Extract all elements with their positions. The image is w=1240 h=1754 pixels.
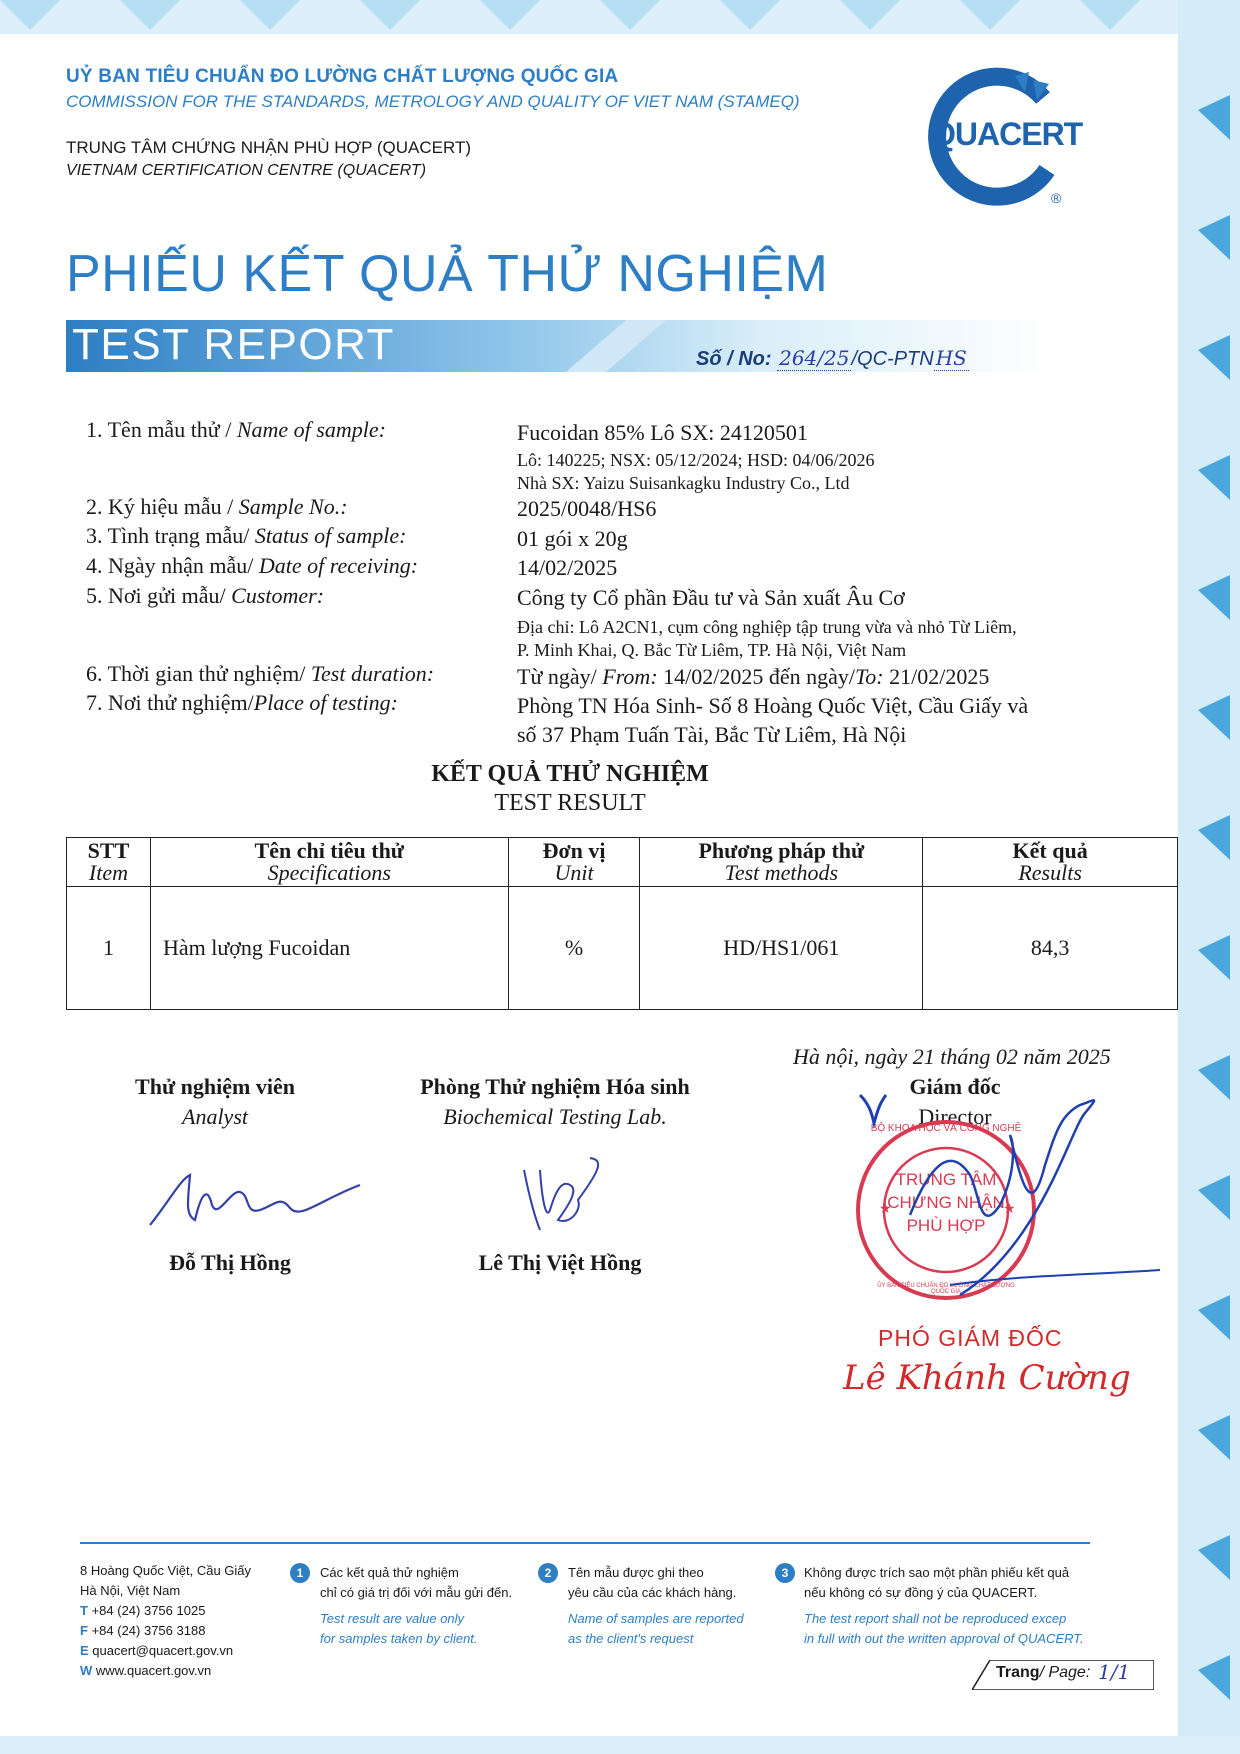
footer-email: E quacert@quacert.gov.vn [80, 1643, 234, 1658]
svg-text:★: ★ [879, 1201, 892, 1217]
footer-address-1: 8 Hoàng Quốc Việt, Cầu Giấy [80, 1563, 252, 1578]
label-place-testing: 7. Nơi thử nghiệm/Place of testing: [86, 690, 398, 715]
deputy-director-name: Lê Khánh Cường [843, 1358, 1131, 1398]
stamp-ring-top: BỘ KHOA HỌC VÀ CÔNG NGHỆ [870, 1123, 1022, 1134]
cell-result: 84,3 [923, 887, 1178, 1010]
value-customer-address-2: P. Minh Khai, Q. Bắc Từ Liêm, TP. Hà Nội, Việt Nam [517, 640, 907, 660]
result-title-vn: KẾT QUẢ THỬ NGHIỆM [431, 761, 709, 787]
header-result: Kết quả Results [923, 838, 1178, 887]
director-title: Giám đốc [909, 1074, 1001, 1099]
lab-signature [510, 1150, 620, 1250]
deputy-director-title: PHÓ GIÁM ĐỐC [878, 1325, 1063, 1351]
report-number [696, 346, 969, 371]
cell-item: 1 [67, 887, 151, 1010]
centre-name-vn: TRUNG TÂM CHỨNG NHẬN PHÙ HỢP (QUACERT) [66, 138, 472, 157]
footer-fax: F +84 (24) 3756 3188 [80, 1623, 206, 1638]
value-place-2: số 37 Phạm Tuấn Tài, Bắc Từ Liêm, Hà Nội [517, 722, 907, 747]
note-3: Không được trích sao một phần phiếu kết quả nếu không có sự đồng ý của QUACERT. The test report shall not be reproduced excep in full with out the written approval of QUACERT. [804, 1565, 1084, 1646]
label-sample-no: 2. Ký hiệu mẫu / Sample No.: [86, 494, 348, 519]
label-sample-name: 1. Tên mẫu thử / Name of sample: [86, 417, 386, 442]
org-name-en: COMMISSION FOR THE STANDARDS, METROLOGY AND QUALITY OF VIET NAM (STAMEQ) [66, 92, 800, 111]
report-title-vn: PHIẾU KẾT QUẢ THỬ NGHIỆM [66, 245, 829, 303]
page-number: 1/1 [1098, 1660, 1131, 1684]
footer-address-2: Hà Nội, Việt Nam [80, 1583, 181, 1598]
note-1: Các kết quả thử nghiệm chỉ có giá trị đối với mẫu gửi đến. Test result are value only for samples taken by client. [320, 1565, 513, 1646]
lab-title: Phòng Thử nghiệm Hóa sinh [420, 1074, 690, 1099]
value-date-receiving: 14/02/2025 [517, 555, 618, 580]
cell-spec: Hàm lượng Fucoidan [150, 887, 508, 1010]
label-date-receiving: 4. Ngày nhận mẫu/ Date of receiving: [86, 553, 419, 578]
analyst-name: Đỗ Thị Hồng [169, 1250, 291, 1275]
top-border-pattern [0, 0, 1240, 34]
report-number-suffix: /QC-PTN [851, 348, 934, 370]
stamp-center-2: CHỨNG NHẬN [887, 1193, 1005, 1212]
label-test-duration: 6. Thời gian thử nghiệm/ Test duration: [86, 661, 435, 686]
label-status: 3. Tình trạng mẫu/ Status of sample: [86, 523, 407, 548]
lab-name: Lê Thị Việt Hồng [478, 1250, 642, 1275]
value-sample-maker: Nhà SX: Yaizu Suisankagku Industry Co., Ltd [517, 473, 850, 493]
registered-mark: ® [1051, 190, 1062, 206]
header-spec: Tên chỉ tiêu thử Specifications [150, 838, 508, 887]
cell-method: HD/HS1/061 [640, 887, 923, 1010]
header-unit: Đơn vị Unit [508, 838, 640, 887]
result-title-en: TEST RESULT [494, 790, 646, 816]
value-place-1: Phòng TN Hóa Sinh- Số 8 Hoàng Quốc Việt, Cầu Giấy và [517, 693, 1029, 718]
report-number-hand: HS [935, 346, 967, 370]
report-title-en: TEST REPORT [72, 320, 395, 369]
label-customer: 5. Nơi gửi mẫu/ Customer: [86, 583, 325, 608]
note-3-number: 3 [775, 1563, 795, 1583]
report-number-value: 264/25 [779, 346, 850, 370]
director-title-en: Director [918, 1104, 992, 1129]
footer-divider [80, 1542, 1090, 1544]
place-date: Hà nội, ngày 21 tháng 02 năm 2025 [793, 1044, 1111, 1069]
svg-text:★: ★ [1003, 1201, 1016, 1217]
stamp-center-1: TRUNG TÂM [895, 1170, 997, 1189]
note-2-number: 2 [538, 1563, 558, 1583]
lab-title-en: Biochemical Testing Lab. [443, 1104, 667, 1129]
analyst-signature [140, 1160, 370, 1250]
table-row [67, 887, 1178, 1010]
report-number-label: Số / No: [696, 348, 772, 370]
header-method: Phương pháp thử Test methods [640, 838, 923, 887]
right-border-pattern [1178, 0, 1240, 1754]
page-label: Trang/ Page: [996, 1664, 1091, 1681]
value-sample-no: 2025/0048/HS6 [517, 496, 657, 521]
footer-contact [80, 1561, 280, 1681]
value-customer-address-1: Địa chỉ: Lô A2CN1, cụm công nghiệp tập trung vừa và nhỏ Từ Liêm, [517, 617, 1017, 637]
value-sample-lot: Lô: 140225; NSX: 05/12/2024; HSD: 04/06/2026 [517, 450, 875, 470]
analyst-title-en: Analyst [182, 1104, 248, 1129]
quacert-logo-text: QUACERT [931, 116, 1083, 152]
quacert-logo [925, 62, 1083, 212]
bottom-border-pattern [0, 1736, 1240, 1754]
header-item: STT Item [67, 838, 151, 887]
result-table [66, 837, 1178, 1010]
footer-web: W www.quacert.gov.vn [80, 1663, 212, 1678]
note-1-number: 1 [290, 1563, 310, 1583]
stamp-center-3: PHÙ HỢP [906, 1216, 986, 1235]
value-status: 01 gói x 20g [517, 526, 628, 551]
org-name-vn: UỶ BAN TIÊU CHUẨN ĐO LƯỜNG CHẤT LƯỢNG QUỐC GIA [66, 66, 619, 87]
value-sample-name: Fucoidan 85% Lô SX: 24120501 [517, 420, 808, 445]
note-2: Tên mẫu được ghi theo yêu cầu của các khách hàng. Name of samples are reported as the client's request [568, 1565, 744, 1646]
result-table-header [67, 838, 1178, 887]
analyst-title: Thử nghiệm viên [135, 1074, 295, 1099]
value-test-duration: Từ ngày/ From: 14/02/2025 đến ngày/To: 21/02/2025 [517, 664, 990, 689]
centre-name-en: VIETNAM CERTIFICATION CENTRE (QUACERT) [66, 162, 427, 179]
director-signature [840, 1075, 1200, 1305]
stamp-ring-bottom: ỦY BAN TIÊU CHUẨN ĐO LƯỜNG CHẤT LƯỢNG QUỐC GIA [877, 1283, 1015, 1295]
value-customer: Công ty Cổ phần Đầu tư và Sản xuất Âu Cơ [517, 585, 905, 610]
cell-unit: % [508, 887, 640, 1010]
footer-phone: T +84 (24) 3756 1025 [80, 1603, 206, 1618]
